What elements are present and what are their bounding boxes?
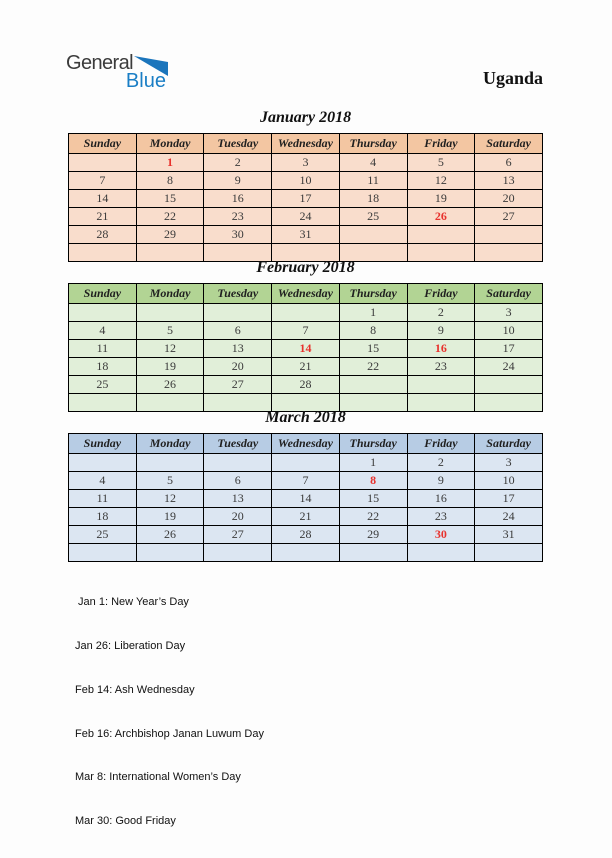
day-cell: 20 (475, 190, 543, 208)
empty-day-cell (136, 304, 204, 322)
weekday-header-cell: Thursday (339, 284, 407, 304)
empty-day-cell (136, 454, 204, 472)
holiday-legend (75, 566, 264, 858)
day-cell: 12 (407, 172, 475, 190)
day-cell: 10 (475, 322, 543, 340)
empty-day-cell (272, 304, 340, 322)
month-title: February 2018 (256, 259, 355, 276)
week-row (69, 376, 543, 394)
day-cell: 7 (272, 322, 340, 340)
weekday-header-cell: Tuesday (204, 134, 272, 154)
day-cell: 12 (136, 340, 204, 358)
week-row (69, 544, 543, 562)
weekday-header-cell: Wednesday (272, 284, 340, 304)
weekday-header-cell: Tuesday (204, 434, 272, 454)
weekday-header-cell: Wednesday (272, 434, 340, 454)
day-cell: 19 (407, 190, 475, 208)
empty-day-cell (204, 544, 272, 562)
day-cell: 29 (136, 226, 204, 244)
day-cell: 11 (339, 172, 407, 190)
day-cell: 17 (272, 190, 340, 208)
month-table-march (68, 433, 543, 562)
day-cell: 19 (136, 358, 204, 376)
empty-day-cell (475, 376, 543, 394)
day-cell: 11 (69, 490, 137, 508)
day-cell: 12 (136, 490, 204, 508)
day-cell: 7 (272, 472, 340, 490)
day-cell: 8 (136, 172, 204, 190)
day-cell: 1 (136, 154, 204, 172)
day-cell: 6 (204, 322, 272, 340)
day-cell: 8 (339, 322, 407, 340)
week-row (69, 304, 543, 322)
week-row (69, 226, 543, 244)
empty-day-cell (69, 304, 137, 322)
day-cell: 20 (204, 508, 272, 526)
day-cell: 27 (475, 208, 543, 226)
empty-day-cell (69, 544, 137, 562)
month-title: January 2018 (259, 109, 352, 126)
month-title: March 2018 (265, 409, 346, 426)
day-cell: 11 (69, 340, 137, 358)
day-cell: 15 (339, 490, 407, 508)
weekday-header-row (69, 434, 543, 454)
day-cell: 9 (407, 322, 475, 340)
empty-day-cell (69, 454, 137, 472)
weekday-header-cell: Monday (136, 284, 204, 304)
empty-day-cell (204, 454, 272, 472)
day-cell: 14 (69, 190, 137, 208)
empty-day-cell (407, 226, 475, 244)
day-cell: 25 (69, 526, 137, 544)
day-cell: 18 (69, 508, 137, 526)
day-cell: 22 (136, 208, 204, 226)
week-row (69, 208, 543, 226)
week-row (69, 172, 543, 190)
logo-text-blue: Blue (125, 70, 166, 92)
day-cell: 1 (339, 454, 407, 472)
day-cell: 19 (136, 508, 204, 526)
day-cell: 13 (204, 490, 272, 508)
day-cell: 18 (69, 358, 137, 376)
weekday-header-row (69, 134, 543, 154)
weekday-header-cell: Saturday (475, 134, 543, 154)
week-row (69, 472, 543, 490)
week-row (69, 526, 543, 544)
day-cell: 4 (69, 322, 137, 340)
empty-day-cell (407, 376, 475, 394)
week-row (69, 322, 543, 340)
month-table-january (68, 133, 543, 262)
day-cell: 31 (272, 226, 340, 244)
legend-item: Mar 30: Good Friday (75, 815, 176, 828)
empty-day-cell (272, 544, 340, 562)
day-cell: 25 (339, 208, 407, 226)
day-cell: 6 (204, 472, 272, 490)
week-row (69, 154, 543, 172)
week-row (69, 454, 543, 472)
weekday-header-cell: Sunday (69, 134, 137, 154)
weekday-header-cell: Monday (136, 434, 204, 454)
day-cell: 21 (272, 358, 340, 376)
month-table-february (68, 283, 543, 412)
day-cell: 17 (475, 490, 543, 508)
day-cell: 28 (272, 376, 340, 394)
day-cell: 14 (272, 490, 340, 508)
day-cell: 3 (272, 154, 340, 172)
day-cell: 27 (204, 526, 272, 544)
weekday-header-cell: Wednesday (272, 134, 340, 154)
legend-item: Jan 26: Liberation Day (75, 639, 186, 652)
day-cell: 20 (204, 358, 272, 376)
general-blue-logo (66, 52, 168, 91)
day-cell: 16 (204, 190, 272, 208)
empty-day-cell (339, 226, 407, 244)
empty-day-cell (475, 544, 543, 562)
country-label: Uganda (482, 68, 543, 88)
weekday-header-cell: Sunday (69, 284, 137, 304)
empty-day-cell (407, 544, 475, 562)
day-cell: 13 (475, 172, 543, 190)
week-row (69, 190, 543, 208)
day-cell: 25 (69, 376, 137, 394)
month-section-january (68, 108, 543, 262)
legend-item: Feb 14: Ash Wednesday (75, 683, 195, 696)
day-cell: 29 (339, 526, 407, 544)
weekday-header-cell: Saturday (475, 284, 543, 304)
weekday-header-cell: Friday (407, 434, 475, 454)
week-row (69, 358, 543, 376)
day-cell: 16 (407, 340, 475, 358)
day-cell: 28 (69, 226, 137, 244)
day-cell: 26 (407, 208, 475, 226)
day-cell: 18 (339, 190, 407, 208)
day-cell: 24 (475, 508, 543, 526)
weekday-header-cell: Tuesday (204, 284, 272, 304)
weekday-header-cell: Sunday (69, 434, 137, 454)
day-cell: 22 (339, 358, 407, 376)
empty-day-cell (69, 154, 137, 172)
day-cell: 2 (407, 454, 475, 472)
day-cell: 10 (272, 172, 340, 190)
empty-day-cell (339, 376, 407, 394)
day-cell: 21 (272, 508, 340, 526)
day-cell: 17 (475, 340, 543, 358)
day-cell: 9 (407, 472, 475, 490)
weekday-header-row (69, 284, 543, 304)
weekday-header-cell: Friday (407, 134, 475, 154)
weekday-header-cell: Friday (407, 284, 475, 304)
legend-item: Mar 8: International Women’s Day (75, 771, 241, 784)
day-cell: 24 (475, 358, 543, 376)
day-cell: 23 (407, 508, 475, 526)
day-cell: 9 (204, 172, 272, 190)
day-cell: 4 (69, 472, 137, 490)
empty-day-cell (475, 226, 543, 244)
day-cell: 2 (407, 304, 475, 322)
day-cell: 1 (339, 304, 407, 322)
day-cell: 23 (204, 208, 272, 226)
legend-item: Feb 16: Archbishop Janan Luwum Day (75, 727, 264, 740)
empty-day-cell (204, 304, 272, 322)
day-cell: 7 (69, 172, 137, 190)
month-section-march (68, 408, 543, 562)
day-cell: 13 (204, 340, 272, 358)
day-cell: 27 (204, 376, 272, 394)
day-cell: 8 (339, 472, 407, 490)
day-cell: 30 (407, 526, 475, 544)
day-cell: 14 (272, 340, 340, 358)
day-cell: 31 (475, 526, 543, 544)
day-cell: 2 (204, 154, 272, 172)
empty-day-cell (339, 544, 407, 562)
weekday-header-cell: Thursday (339, 434, 407, 454)
legend-item: Jan 1: New Year’s Day (75, 596, 189, 609)
day-cell: 6 (475, 154, 543, 172)
day-cell: 5 (136, 472, 204, 490)
month-section-february (68, 258, 543, 412)
day-cell: 5 (136, 322, 204, 340)
week-row (69, 490, 543, 508)
weekday-header-cell: Saturday (475, 434, 543, 454)
day-cell: 16 (407, 490, 475, 508)
day-cell: 3 (475, 454, 543, 472)
day-cell: 3 (475, 304, 543, 322)
day-cell: 22 (339, 508, 407, 526)
day-cell: 15 (339, 340, 407, 358)
empty-day-cell (272, 454, 340, 472)
day-cell: 28 (272, 526, 340, 544)
day-cell: 26 (136, 376, 204, 394)
week-row (69, 340, 543, 358)
day-cell: 15 (136, 190, 204, 208)
day-cell: 5 (407, 154, 475, 172)
day-cell: 21 (69, 208, 137, 226)
day-cell: 23 (407, 358, 475, 376)
day-cell: 30 (204, 226, 272, 244)
day-cell: 24 (272, 208, 340, 226)
week-row (69, 508, 543, 526)
day-cell: 4 (339, 154, 407, 172)
weekday-header-cell: Thursday (339, 134, 407, 154)
day-cell: 10 (475, 472, 543, 490)
empty-day-cell (136, 544, 204, 562)
weekday-header-cell: Monday (136, 134, 204, 154)
day-cell: 26 (136, 526, 204, 544)
logo-text-general: General (66, 52, 133, 74)
